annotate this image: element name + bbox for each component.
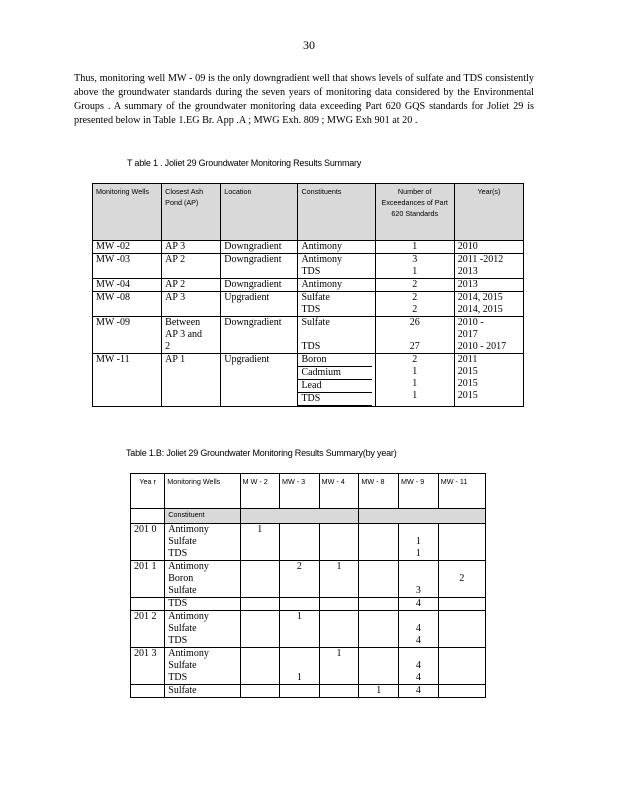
mw11-count-cell — [438, 598, 485, 611]
mw11-count-cell — [438, 648, 485, 685]
mw02-count-cell-line — [244, 635, 276, 647]
constituent-cell — [165, 648, 240, 685]
mw03-count-cell-line — [283, 635, 316, 647]
mw11-count-cell-line — [442, 561, 482, 573]
mw02-count-cell — [240, 524, 279, 561]
constituent-cell-line: Sulfate — [301, 317, 330, 328]
header-mw11: MW - 11 — [438, 474, 485, 509]
table-1b-body — [131, 524, 486, 698]
mw11-count-cell — [438, 685, 485, 698]
mw08-count-cell-line — [362, 573, 395, 585]
ash-pond-cell: AP 3 — [162, 241, 221, 254]
mw04-count-cell-line — [323, 536, 356, 548]
mw08-count-cell-line — [362, 635, 395, 647]
mw09-count-cell — [399, 524, 439, 561]
mw09-count-cell — [399, 561, 439, 598]
constituent-cell-line: Sulfate — [168, 685, 197, 696]
constituent-cell-line — [298, 329, 371, 341]
mw02-count-cell-line — [244, 585, 276, 597]
mw03-count-cell-line — [283, 660, 316, 672]
year-cell — [454, 254, 523, 279]
mw03-count-cell-line — [283, 598, 316, 610]
mw08-count-cell — [359, 648, 399, 685]
well-cell: MW -02 — [93, 241, 162, 254]
well-cell: MW -04 — [93, 279, 162, 292]
table-1b — [130, 473, 486, 698]
ash-pond-cell: AP 1 — [162, 354, 221, 407]
mw09-count-cell-line — [402, 648, 435, 660]
mw04-count-cell-line — [323, 660, 356, 672]
mw11-count-cell-line — [442, 524, 482, 536]
year-cell-line: 2013 — [457, 266, 478, 277]
location-cell: Downgradient — [221, 317, 298, 354]
year-cell-line: 2015 — [457, 366, 478, 377]
constituent-cell-line: Sulfate — [168, 536, 197, 547]
mw09-count-cell-line — [402, 561, 435, 573]
mw09-count-cell-line: 4 — [415, 598, 421, 609]
mw08-count-cell-line — [362, 623, 395, 635]
mw03-count-cell-line: 2 — [296, 561, 302, 572]
table-row — [93, 317, 524, 354]
mw03-count-cell — [279, 561, 319, 598]
constituent-cell — [298, 254, 375, 279]
constituent-cell-line: TDS — [168, 548, 188, 559]
year-cell — [454, 317, 523, 354]
mw11-count-cell-line — [442, 648, 482, 660]
constituent-cell-line: Antimony — [301, 254, 343, 265]
year-cell-line: 2015 — [457, 378, 478, 389]
constituent-cell-line: Sulfate — [168, 660, 197, 671]
year-cell: 201 1 — [131, 561, 165, 598]
header-monitoring-wells: Monitoring Wells — [93, 184, 162, 241]
mw02-count-cell-line — [244, 672, 276, 684]
header-mw08: MW - 8 — [359, 474, 399, 509]
mw11-count-cell-line — [442, 598, 482, 610]
table-row — [131, 611, 486, 648]
constituent-cell-line: TDS — [168, 672, 188, 683]
mw03-count-cell — [279, 648, 319, 685]
year-cell-line: 2011 — [457, 354, 478, 365]
mw03-count-cell-line — [283, 524, 316, 536]
header-year: Yea r — [131, 474, 165, 509]
mw04-count-cell-line: 1 — [336, 648, 342, 659]
ash-pond-cell: AP 3 — [162, 292, 221, 317]
exceedance-count-cell — [375, 254, 454, 279]
table-1a-caption: T able 1 . Joliet 29 Groundwater Monitoring Results Summary — [127, 158, 362, 168]
mw04-count-cell — [319, 611, 359, 648]
constituent-cell-line: Antimony — [168, 611, 209, 622]
mw02-count-cell-line: 1 — [257, 524, 263, 535]
constituent-cell-line: TDS — [298, 393, 371, 406]
mw08-count-cell-line — [362, 611, 395, 623]
table-row — [131, 598, 486, 611]
exceedance-count-cell-line: 1 — [412, 378, 418, 389]
table-1a — [92, 183, 524, 407]
well-cell: MW -03 — [93, 254, 162, 279]
mw02-count-cell — [240, 648, 279, 685]
year-cell-line: 2010 - — [457, 317, 484, 328]
mw02-count-cell-line — [244, 685, 276, 697]
mw08-count-cell-line — [362, 598, 395, 610]
mw08-count-cell-line — [362, 660, 395, 672]
mw04-count-cell-line — [323, 672, 356, 684]
year-cell — [131, 598, 165, 611]
subheader-blank — [131, 509, 165, 524]
mw08-count-cell-line — [362, 524, 395, 536]
mw04-count-cell — [319, 561, 359, 598]
year-cell — [454, 354, 523, 407]
exceedance-count-cell-line: 1 — [412, 241, 418, 252]
constituent-cell-line: Cadmium — [298, 367, 371, 380]
mw11-count-cell-line — [442, 635, 482, 647]
location-cell: Upgradient — [221, 292, 298, 317]
mw04-count-cell-line: 1 — [336, 561, 342, 572]
mw02-count-cell-line — [244, 536, 276, 548]
mw11-count-cell-line — [442, 672, 482, 684]
body-paragraph: Thus, monitoring well MW - 09 is the only downgradient well that shows levels of sulfate and TDS consistently above the groundwater standards during the seven years of monitoring data considered by the Environmental Groups . A summary of the groundwater monitoring data exceeding Part 620 GQS standards for Joliet 29 is presented below in Table 1.EG Br. App .A ; MWG Exh. 809 ; MWG Exh 901 at 20 . — [74, 73, 534, 126]
mw03-count-cell-line — [283, 585, 316, 597]
constituent-cell-line: Sulfate — [301, 292, 330, 303]
mw09-count-cell-line: 1 — [415, 536, 421, 547]
mw08-count-cell-line — [362, 672, 395, 684]
ash-pond-cell-line: Between — [165, 317, 201, 328]
exceedance-count-cell — [375, 241, 454, 254]
mw04-count-cell-line — [323, 573, 356, 585]
exceedance-count-cell-line: 2 — [412, 279, 418, 290]
constituent-cell-line: Antimony — [301, 279, 343, 290]
header-mw02: M W - 2 — [240, 474, 279, 509]
year-cell-line: 2014, 2015 — [457, 304, 503, 315]
mw04-count-cell — [319, 524, 359, 561]
header-mw04: MW - 4 — [319, 474, 359, 509]
mw02-count-cell — [240, 611, 279, 648]
mw09-count-cell-line: 3 — [415, 585, 421, 596]
year-cell-line: 2014, 2015 — [457, 292, 503, 303]
constituent-cell-line: Boron — [298, 354, 371, 367]
mw09-count-cell — [399, 598, 439, 611]
year-cell: 201 3 — [131, 648, 165, 685]
ash-pond-cell — [162, 317, 221, 354]
mw08-count-cell — [359, 524, 399, 561]
header-closest-ash-pond: Closest Ash Pond (AP) — [162, 184, 221, 241]
year-cell-line: 2017 — [457, 329, 478, 340]
year-cell-line: 2015 — [457, 390, 478, 401]
mw02-count-cell-line — [244, 561, 276, 573]
mw09-count-cell-line — [402, 524, 435, 536]
mw11-count-cell — [438, 611, 485, 648]
mw08-count-cell — [359, 561, 399, 598]
ash-pond-cell-line: 2 — [165, 341, 171, 352]
mw11-count-cell-line — [442, 660, 482, 672]
exceedance-count-cell-line: 1 — [412, 390, 418, 401]
mw08-count-cell-line: 1 — [376, 685, 382, 696]
mw04-count-cell-line — [323, 611, 356, 623]
location-cell: Downgradient — [221, 241, 298, 254]
table-row — [131, 561, 486, 598]
constituent-cell-line: TDS — [301, 304, 321, 315]
mw04-count-cell — [319, 648, 359, 685]
exceedance-count-cell — [375, 354, 454, 407]
exceedance-count-cell-line: 1 — [412, 266, 418, 277]
location-cell: Downgradient — [221, 279, 298, 292]
constituent-cell-line: Antimony — [301, 241, 343, 252]
constituent-cell-line: TDS — [301, 266, 321, 277]
mw11-count-cell — [438, 524, 485, 561]
mw08-count-cell-line — [362, 548, 395, 560]
mw09-count-cell-line: 4 — [415, 672, 421, 683]
mw08-count-cell — [359, 611, 399, 648]
exceedance-count-cell — [375, 279, 454, 292]
exceedance-count-cell-line: 2 — [412, 292, 418, 303]
mw04-count-cell — [319, 685, 359, 698]
header-location: Location — [221, 184, 298, 241]
constituent-cell-line: TDS — [168, 635, 188, 646]
constituent-cell-line: Lead — [298, 380, 371, 393]
mw09-count-cell — [399, 685, 439, 698]
exceedance-count-cell-line: 27 — [409, 341, 420, 352]
constituent-cell-line: TDS — [301, 341, 321, 352]
ash-pond-cell-line: AP 3 and — [165, 329, 203, 340]
mw09-count-cell-line: 4 — [415, 623, 421, 634]
mw03-count-cell-line — [283, 685, 316, 697]
mw03-count-cell-line — [283, 548, 316, 560]
constituent-cell-line: Boron — [168, 573, 194, 584]
year-cell: 201 0 — [131, 524, 165, 561]
year-cell-line: 2010 — [457, 241, 478, 252]
subheader-shaded-1 — [240, 509, 359, 524]
constituent-cell-line: Antimony — [168, 648, 209, 659]
constituent-cell-line: Sulfate — [168, 623, 197, 634]
year-cell — [454, 279, 523, 292]
constituent-cell — [298, 241, 375, 254]
mw03-count-cell-line: 1 — [296, 672, 302, 683]
exceedance-count-cell-line: 2 — [412, 354, 418, 365]
mw03-count-cell-line — [283, 536, 316, 548]
mw04-count-cell-line — [323, 685, 356, 697]
mw04-count-cell-line — [323, 585, 356, 597]
mw11-count-cell-line: 2 — [459, 573, 465, 584]
well-cell: MW -08 — [93, 292, 162, 317]
subheader-shaded-2 — [359, 509, 486, 524]
year-cell-line: 2010 - 2017 — [457, 341, 507, 352]
constituent-cell — [165, 524, 240, 561]
mw03-count-cell — [279, 611, 319, 648]
mw08-count-cell — [359, 598, 399, 611]
table-1b-caption: Table 1.B: Joliet 29 Groundwater Monitoring Results Summary(by year) — [126, 448, 397, 458]
header-exceedances: Number of Exceedances of Part 620 Standards — [375, 184, 454, 241]
exceedance-count-cell-line: 2 — [412, 304, 418, 315]
table-row — [131, 524, 486, 561]
year-cell — [454, 241, 523, 254]
year-cell — [131, 685, 165, 698]
constituent-cell — [298, 292, 375, 317]
ash-pond-cell: AP 2 — [162, 279, 221, 292]
mw04-count-cell-line — [323, 548, 356, 560]
mw09-count-cell-line: 4 — [415, 685, 421, 696]
mw11-count-cell-line — [442, 585, 482, 597]
mw08-count-cell-line — [362, 648, 395, 660]
table-row — [131, 648, 486, 685]
constituent-cell-line: TDS — [168, 598, 188, 609]
mw11-count-cell-line — [442, 611, 482, 623]
exceedance-count-cell-line: 3 — [412, 254, 418, 265]
mw02-count-cell-line — [244, 660, 276, 672]
constituent-cell — [165, 611, 240, 648]
table-row — [93, 254, 524, 279]
mw02-count-cell — [240, 598, 279, 611]
header-mw09: MW - 9 — [399, 474, 439, 509]
mw11-count-cell-line — [442, 623, 482, 635]
constituent-cell — [298, 317, 375, 354]
constituent-cell-line: Sulfate — [168, 585, 197, 596]
mw03-count-cell-line: 1 — [296, 611, 302, 622]
page-number: 30 — [303, 38, 315, 52]
location-cell: Upgradient — [221, 354, 298, 407]
well-cell: MW -09 — [93, 317, 162, 354]
mw03-count-cell — [279, 524, 319, 561]
mw03-count-cell-line — [283, 648, 316, 660]
constituent-cell — [298, 354, 375, 407]
mw09-count-cell-line: 1 — [415, 548, 421, 559]
exceedance-count-cell-line: 1 — [412, 366, 418, 377]
constituent-cell — [165, 685, 240, 698]
mw02-count-cell-line — [244, 548, 276, 560]
table-row — [93, 279, 524, 292]
mw09-count-cell-line — [402, 573, 435, 585]
mw09-count-cell-line — [402, 611, 435, 623]
mw09-count-cell — [399, 648, 439, 685]
mw09-count-cell-line: 4 — [415, 635, 421, 646]
table-row — [93, 241, 524, 254]
mw02-count-cell-line — [244, 573, 276, 585]
constituent-cell — [298, 279, 375, 292]
mw11-count-cell-line — [442, 548, 482, 560]
constituent-cell — [165, 598, 240, 611]
year-cell: 201 2 — [131, 611, 165, 648]
well-cell: MW -11 — [93, 354, 162, 407]
mw02-count-cell-line — [244, 611, 276, 623]
constituent-cell-line: Antimony — [168, 524, 209, 535]
mw03-count-cell — [279, 685, 319, 698]
exceedance-count-cell-line — [379, 329, 451, 341]
exceedance-count-cell — [375, 292, 454, 317]
mw04-count-cell — [319, 598, 359, 611]
mw04-count-cell-line — [323, 598, 356, 610]
table-row — [93, 292, 524, 317]
mw08-count-cell-line — [362, 585, 395, 597]
location-cell: Downgradient — [221, 254, 298, 279]
header-years: Year(s) — [454, 184, 523, 241]
mw03-count-cell-line — [283, 573, 316, 585]
exceedance-count-cell — [375, 317, 454, 354]
year-cell-line: 2013 — [457, 279, 478, 290]
table-row — [131, 685, 486, 698]
mw08-count-cell-line — [362, 536, 395, 548]
header-monitoring-wells-b: Monitoring Wells — [165, 474, 240, 509]
mw03-count-cell-line — [283, 623, 316, 635]
mw08-count-cell — [359, 685, 399, 698]
mw08-count-cell-line — [362, 561, 395, 573]
mw09-count-cell — [399, 611, 439, 648]
constituent-cell-line: Antimony — [168, 561, 209, 572]
header-mw03: MW - 3 — [279, 474, 319, 509]
mw02-count-cell-line — [244, 598, 276, 610]
mw02-count-cell-line — [244, 648, 276, 660]
mw02-count-cell — [240, 685, 279, 698]
mw04-count-cell-line — [323, 623, 356, 635]
mw02-count-cell — [240, 561, 279, 598]
mw02-count-cell-line — [244, 623, 276, 635]
mw03-count-cell — [279, 598, 319, 611]
constituent-cell — [165, 561, 240, 598]
mw11-count-cell-line — [442, 685, 482, 697]
mw04-count-cell-line — [323, 524, 356, 536]
table-row — [93, 354, 524, 407]
mw11-count-cell — [438, 561, 485, 598]
mw09-count-cell-line: 4 — [415, 660, 421, 671]
exceedance-count-cell-line: 26 — [409, 317, 420, 328]
subheader-constituent: Constituent — [165, 509, 240, 524]
table-1a-body — [93, 241, 524, 407]
mw11-count-cell-line — [442, 536, 482, 548]
ash-pond-cell: AP 2 — [162, 254, 221, 279]
mw04-count-cell-line — [323, 635, 356, 647]
year-cell — [454, 292, 523, 317]
header-constituents: Constituents — [298, 184, 375, 241]
year-cell-line: 2011 -2012 — [457, 254, 504, 265]
